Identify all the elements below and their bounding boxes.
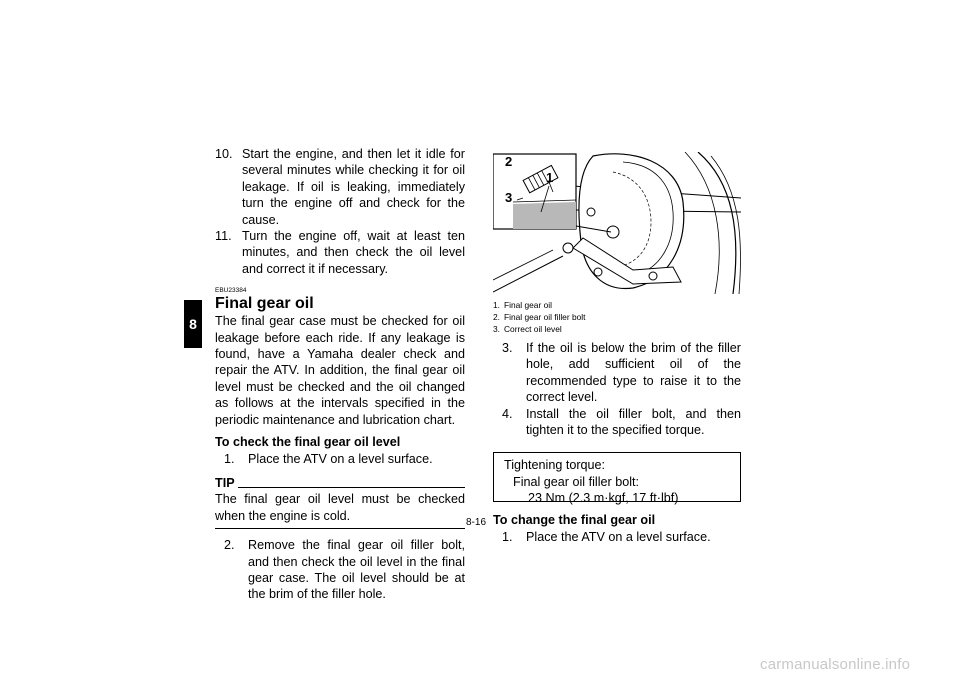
subheading-check-oil: To check the final gear oil level: [215, 435, 401, 450]
tip-header: [215, 475, 465, 491]
tip-text: The final gear oil level must be checked when the engine is cold.: [215, 492, 465, 523]
right-column: [493, 340, 741, 545]
final-gear-drawing: [493, 152, 741, 294]
steps-change: [493, 529, 741, 545]
caption-text: Final gear oil filler bolt: [504, 312, 586, 322]
tip-rule: [238, 487, 465, 488]
caption-text: Correct oil level: [504, 324, 562, 334]
step-text: Place the ATV on a level surface.: [248, 451, 433, 466]
tip-end-rule: [215, 528, 465, 529]
step-text: Place the ATV on a level surface.: [526, 529, 711, 544]
step-number: 1.: [224, 451, 235, 466]
step-text: Remove the final gear oil filler bolt, and then check the oil level in the final gear case. The oil level should be at the brim of the filler hole.: [248, 538, 465, 602]
tip-box: [215, 475, 465, 529]
step-11: [215, 228, 465, 277]
callout-3: 3: [505, 190, 513, 205]
step-number: 2.: [224, 538, 235, 553]
step-text: Install the oil filler bolt, and then tighten it to the specified torque.: [526, 406, 741, 438]
torque-value: 23 Nm (2.3 m·kgf, 17 ft·lbf): [528, 491, 679, 506]
caption-text: Final gear oil: [504, 300, 552, 310]
step-number: 10.: [215, 147, 233, 161]
step-text: Turn the engine off, wait at least ten minutes, and then check the oil level and correct it if necessary.: [242, 229, 465, 276]
watermark: carmanualsonline.info: [760, 656, 911, 673]
caption-number: 3.: [493, 324, 500, 334]
torque-item: Final gear oil filler bolt:: [513, 474, 639, 489]
steps-top: [215, 146, 465, 277]
torque-label: Tightening torque:: [504, 458, 606, 473]
ref-code: EBU23384: [215, 287, 247, 295]
steps-check-2: [215, 537, 465, 603]
torque-spec-box: [493, 452, 741, 506]
callout-2: 2: [505, 154, 513, 169]
step-text: If the oil is below the brim of the filler hole, add sufficient oil of the recommended type to raise it to the correct level.: [526, 341, 741, 405]
final-gear-illustration: [493, 152, 741, 294]
caption-2: [493, 311, 585, 323]
step-1: [215, 451, 465, 467]
tip-label: TIP: [215, 475, 235, 490]
step-number: 3.: [502, 341, 513, 355]
step-2: [215, 537, 465, 603]
step-number: 1.: [502, 529, 513, 544]
step-number: 11.: [215, 229, 232, 244]
subheading-change-oil: To change the final gear oil: [493, 513, 656, 528]
figure-captions: [493, 299, 585, 335]
caption-3: [493, 323, 585, 335]
step-4: [493, 406, 741, 439]
page-number: 8-16: [466, 517, 487, 528]
steps-check: [215, 451, 465, 467]
step-number: 4.: [502, 406, 513, 421]
step-1-change: [493, 529, 741, 545]
steps-right: [493, 340, 741, 438]
step-10: [215, 146, 465, 228]
step-3: [493, 340, 741, 406]
section-body: The final gear case must be checked for oil leakage before each ride. If any leakage is found, have a Yamaha dealer check and repair the ATV. In addition, the final gear oil level must be checked and the oil changed as follows at the intervals specified in the periodic maintenance and lubrication chart.: [215, 314, 465, 427]
caption-number: 1.: [493, 300, 500, 310]
callout-1: 1: [546, 170, 554, 185]
section-heading: Final gear oil: [215, 295, 314, 313]
left-column: [215, 146, 465, 603]
step-text: Start the engine, and then let it idle for several minutes while checking it for oil leakage. If oil is leaking, immediately turn the engine off and check for the cause.: [242, 147, 465, 227]
caption-1: [493, 299, 585, 311]
chapter-tab: 8: [184, 300, 202, 348]
caption-number: 2.: [493, 312, 500, 322]
